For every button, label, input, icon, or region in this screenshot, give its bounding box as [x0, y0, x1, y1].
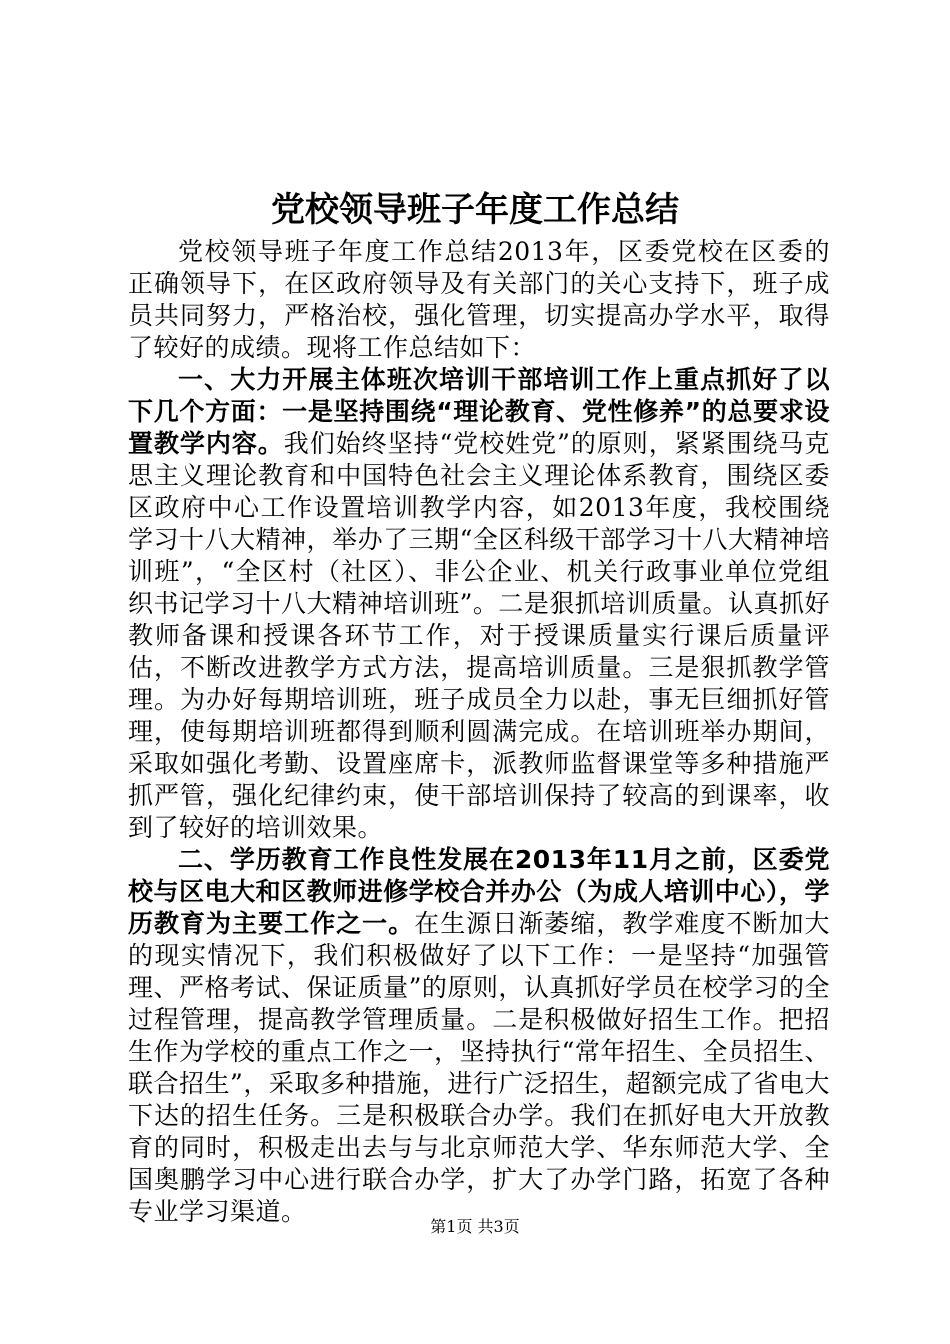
section-2-paragraph	[128, 844, 830, 1228]
document-title: 党校领导班子年度工作总结	[271, 190, 679, 230]
section-1-body: 我们始终坚持“党校姓党”的原则，紧紧围绕马克思主义理论教育和中国特色社会主义理论体系教育，围绕区委区政府中心工作设置培训教学内容，如2013年度，我校围绕学习十八大精神，举办了三期“全区科级干部学习十八大精神培训班”，“全区村（社区）、非公企业、机关行政事业单位党组织书记学习十八大精神培训班”。二是狠抓培训质量。认真抓好教师备课和授课各环节工作，对于授课质量实行课后质量评估，不断改进教学方式方法，提高培训质量。三是狠抓教学管理。为办好每期培训班，班子成员全力以赴，事无巨细抓好管理，使每期培训班都得到顺利圆满完成。在培训班举办期间，采取如强化考勤、设置座席卡，派教师监督课堂等多种措施严抓严管，强化纪律约束，使干部培训保持了较高的到课率，收到了较好的培训效果。	[128, 429, 830, 842]
intro-paragraph: 党校领导班子年度工作总结2013年，区委党校在区委的正确领导下，在区政府领导及有关部门的关心支持下，班子成员共同努力，严格治校，强化管理，切实提高办学水平，取得了较好的成绩。现将工作总结如下：	[128, 237, 830, 362]
section-1-heading: 一、大力开展主体班次培训干部培训工作上重点抓好了以下几个方面：一是坚持围绕“理论教育、党性修养”的总要求设置教学内容。	[128, 365, 830, 458]
page-footer: 第1页 共3页	[430, 1217, 520, 1236]
document-body	[128, 236, 830, 1228]
section-2-body: 在生源日渐萎缩，教学难度不断加大的现实情况下，我们积极做好了以下工作：一是坚持“加强管理、严格考试、保证质量”的原则，认真抓好学员在校学习的全过程管理，提高教学管理质量。二是积极做好招生工作。把招生作为学校的重点工作之一，坚持执行“常年招生、全员招生、联合招生”，采取多种措施，进行广泛招生，超额完成了省电大下达的招生任务。三是积极联合办学。我们在抓好电大开放教育的同时，积极走出去与与北京师范大学、华东师范大学、全国奥鹏学习中心进行联合办学，扩大了办学门路，拓宽了各种专业学习渠道。	[128, 909, 830, 1226]
section-2-heading: 二、学历教育工作良性发展在2013年11月之前，区委党校与区电大和区教师进修学校合并办公（为成人培训中心），学历教育为主要工作之一。	[128, 845, 830, 938]
section-1-paragraph	[128, 364, 830, 844]
